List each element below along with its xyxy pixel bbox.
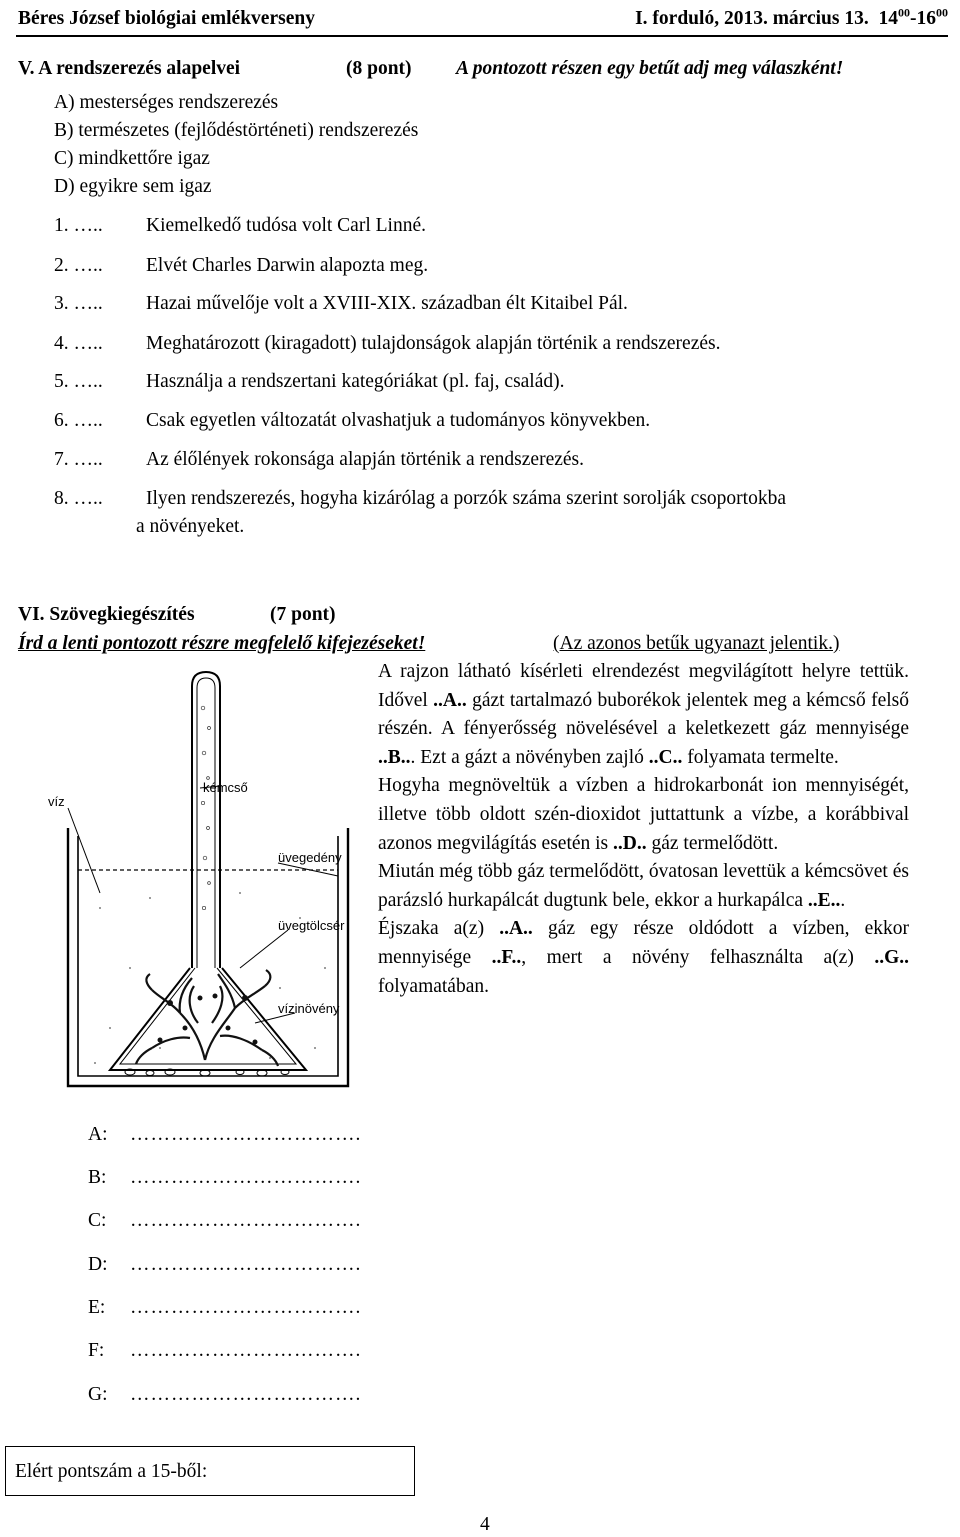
answer-field-c[interactable]: ……………………………. — [130, 1210, 362, 1231]
item-answer-blank[interactable]: 4. ….. — [54, 333, 103, 354]
label-uvegedeny: üvegedény — [278, 850, 342, 865]
option-b: B) természetes (fejlődéstörténeti) rendszerezés — [54, 120, 419, 141]
option-c: C) mindkettőre igaz — [54, 148, 210, 169]
blank-b: ..B.. — [378, 746, 411, 768]
item-answer-blank[interactable]: 1. ….. — [54, 215, 103, 236]
blank-g: ..G.. — [874, 946, 910, 968]
item-text-continued: a növényeket. — [136, 516, 245, 537]
score-label: Elért pontszám a 15-ből: — [15, 1461, 208, 1482]
section5-points: (8 pont) — [346, 58, 412, 79]
header-rule — [16, 35, 948, 37]
answer-label: A: — [88, 1124, 108, 1145]
item-text: Használja a rendszertani kategóriákat (pl. faj, család). — [146, 371, 565, 392]
answer-label: C: — [88, 1210, 107, 1231]
label-viz: víz — [48, 794, 65, 809]
blank-f: ..F.. — [491, 946, 522, 968]
answer-label: D: — [88, 1254, 108, 1275]
page-number: 4 — [480, 1514, 490, 1535]
blank-a-2: ..A.. — [499, 918, 533, 940]
blank-e: ..E.. — [807, 889, 841, 911]
item-text: Az élőlények rokonsága alapján történik a rendszerezés. — [146, 449, 585, 470]
item-answer-blank[interactable]: 5. ….. — [54, 371, 103, 392]
item-text: Meghatározott (kiragadott) tulajdonságok alapján történik a rendszerezés. — [146, 333, 721, 354]
blank-a: ..A.. — [433, 689, 467, 711]
section6-points: (7 pont) — [270, 604, 336, 625]
blank-c: ..C.. — [648, 746, 683, 768]
answer-field-d[interactable]: ……………………………. — [130, 1254, 362, 1275]
item-answer-blank[interactable]: 8. ….. — [54, 488, 103, 509]
item-answer-blank[interactable]: 2. ….. — [54, 255, 103, 276]
section6-instruction: Írd a lenti pontozott részre megfelelő kifejezéseket! — [18, 633, 426, 654]
cloze-paragraph: Miután még több gáz termelődött, óvatosan levettük a kémcsövet és parázsló hurkapálcát dugtunk bele, ekkor a hurkapálca ..E... — [378, 861, 909, 911]
option-d: D) egyikre sem igaz — [54, 176, 212, 197]
option-a: A) mesterséges rendszerezés — [54, 92, 279, 113]
section6-title: VI. Szövegkiegészítés — [18, 604, 195, 625]
answer-label: B: — [88, 1167, 107, 1188]
score-box[interactable] — [5, 1446, 415, 1496]
answer-label: G: — [88, 1384, 108, 1405]
cloze-paragraph: Éjszaka a(z) ..A.. gáz egy része oldódott a vízben, ekkor mennyisége ..F.., mert a növény felhasználta a(z) ..G.. folyamatában. — [378, 918, 910, 997]
answer-label: F: — [88, 1340, 105, 1361]
item-text: Elvét Charles Darwin alapozta meg. — [146, 255, 429, 276]
cloze-paragraph: Hogyha megnöveltük a vízben a hidrokarbonát ion mennyiségét, illetve több oldott szén-dioxidot juttattunk a vízbe, a korábbival azonos megvilágítás esetén is ..D.. gáz termelődött. — [378, 775, 909, 854]
answer-field-g[interactable]: ……………………………. — [130, 1384, 362, 1405]
answer-field-b[interactable]: ……………………………. — [130, 1167, 362, 1188]
answer-field-a[interactable]: ……………………………. — [130, 1124, 362, 1145]
answer-field-e[interactable]: ……………………………. — [130, 1297, 362, 1318]
page-header — [18, 4, 948, 36]
label-kemcso: kémcső — [203, 780, 248, 795]
label-vizinoveny: vízinövény — [278, 1001, 340, 1016]
competition-name: Béres József biológiai emlékverseny — [18, 8, 315, 29]
answer-label: E: — [88, 1297, 106, 1318]
answer-field-f[interactable]: ……………………………. — [130, 1340, 362, 1361]
section5-instruction: A pontozott részen egy betűt adj meg válaszként! — [456, 58, 844, 79]
item-text: Kiemelkedő tudósa volt Carl Linné. — [146, 215, 426, 236]
blank-d: ..D.. — [613, 832, 647, 854]
cloze-text — [378, 658, 909, 1001]
cloze-paragraph: A rajzon látható kísérleti elrendezést megvilágított helyre tettük. Idővel ..A.. gázt tartalmazó buborékok jelentek meg a kémcső felső részén. A fényerősség növelésével a keletkezett gáz mennyisége ..B... Ezt a gázt a növényben zajló ..C.. folyamata termelte. — [378, 661, 909, 768]
item-text: Ilyen rendszerezés, hogyha kizárólag a porzók száma szerint sorolják csoportokba — [146, 488, 786, 509]
item-text: Hazai művelője volt a XVIII-XIX. században élt Kitaibel Pál. — [146, 293, 628, 314]
section5-title: V. A rendszerezés alapelvei — [18, 58, 241, 79]
item-text: Csak egyetlen változatát olvashatjuk a tudományos könyvekben. — [146, 410, 651, 431]
water-plant-drawing — [136, 970, 278, 1066]
section6-note: (Az azonos betűk ugyanazt jelentik.) — [553, 633, 840, 654]
experiment-figure — [40, 668, 370, 1098]
round-date: I. forduló, 2013. március 13. $14^{00}-16^{00}$ — [635, 5, 948, 29]
item-answer-blank[interactable]: 6. ….. — [54, 410, 103, 431]
item-answer-blank[interactable]: 7. ….. — [54, 449, 103, 470]
item-answer-blank[interactable]: 3. ….. — [54, 293, 103, 314]
label-uvegtolcser: üvegtölcsér — [278, 918, 345, 933]
